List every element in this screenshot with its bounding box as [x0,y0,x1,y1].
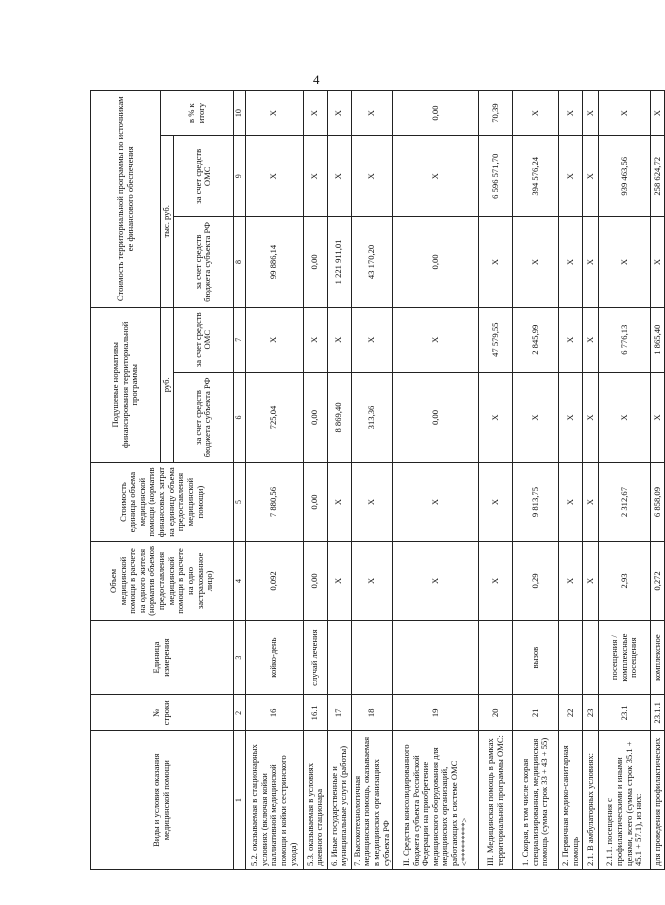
row-unit-cost: 6 858,09 [651,463,665,542]
row-unit: комплексное [651,620,665,694]
row-budget-per-capita: 8 869,40 [327,372,351,462]
row-volume: X [327,541,351,620]
row-number: 18 [351,695,393,731]
row-percent: 70,39 [479,91,513,136]
row-budget-total: X [559,217,583,307]
row-volume: X [351,541,393,620]
header-per-capita: Подушевые нормативы финансирования территориальной программы [91,307,161,463]
header-budget-8: за счет средств бюджета субъекта РФ [173,217,233,307]
row-unit-cost: 7 880,56 [245,463,303,542]
row-budget-total: X [599,217,651,307]
row-budget-per-capita: 725,04 [245,372,303,462]
row-volume: X [559,541,583,620]
table-row [351,91,393,870]
row-budget-per-capita: X [599,372,651,462]
table-row [479,91,513,870]
row-oms-per-capita: 47 579,55 [479,307,513,372]
row-unit [559,620,583,694]
row-number: 23.1.1 [651,695,665,731]
row-budget-total: X [513,217,559,307]
column-number: 5 [233,463,245,542]
row-percent: X [559,91,583,136]
rotated-table-container [90,90,662,870]
row-number: 21 [513,695,559,731]
row-budget-per-capita: X [651,372,665,462]
row-unit-cost: 0,00 [303,463,327,542]
row-unit-cost: X [327,463,351,542]
column-number: 9 [233,136,245,217]
row-oms-total: X [245,136,303,217]
row-unit [393,620,479,694]
column-number: 3 [233,620,245,694]
table-row [559,91,583,870]
row-oms-per-capita: X [327,307,351,372]
row-percent: X [599,91,651,136]
row-budget-total: 0,00 [393,217,479,307]
header-unit: Единица измерения [91,620,234,694]
header-kind: Виды и условия оказания медицинской помощи [91,731,234,870]
header-rub: руб. [161,307,174,463]
table-row [245,91,303,870]
row-number: 16 [245,695,303,731]
row-number: 23.1 [599,695,651,731]
row-oms-total: X [583,136,599,217]
row-volume: X [393,541,479,620]
row-oms-total: X [351,136,393,217]
column-number: 8 [233,217,245,307]
header-oms-9: за счет средств ОМС [173,136,233,217]
row-budget-total: X [651,217,665,307]
row-name: 5.2. оказываемая в стационарных условиях (включая койки паллиативной медицинской помощи и койки сестринского ухода) [245,731,303,870]
header-volume: Объем медицинской помощи в расчете на одного жителя (норматив объемов предоставления медицинской помощи в расчете на одно застрахованное лицо) [91,541,234,620]
row-name: 5.3. оказываемая в условиях дневного стационара [303,731,327,870]
row-percent: 0,00 [393,91,479,136]
row-oms-per-capita: X [245,307,303,372]
table-row [393,91,479,870]
row-percent: X [651,91,665,136]
row-unit [583,620,599,694]
row-oms-per-capita: X [303,307,327,372]
header-percent: в % к итогу [161,91,234,136]
row-number: 17 [327,695,351,731]
row-percent: X [245,91,303,136]
column-number: 10 [233,91,245,136]
row-oms-total: X [393,136,479,217]
row-name: 2.1.1. посещения с профилактическими и иными целями, всего (сумма строк 35.1 + 45.1 + 57.1), из них: [599,731,651,870]
row-name: 2.1. В амбулаторных условиях: [583,731,599,870]
row-percent: X [303,91,327,136]
row-unit: вызов [513,620,559,694]
row-oms-per-capita: 6 776,13 [599,307,651,372]
row-budget-total: X [583,217,599,307]
row-volume: 2,93 [599,541,651,620]
table-body [245,91,665,870]
header-ths-rub: тыс. руб. [161,136,174,307]
row-name: 2. Первичная медико-санитарная помощь [559,731,583,870]
row-unit [327,620,351,694]
row-percent: X [351,91,393,136]
row-oms-total: 6 596 571,70 [479,136,513,217]
row-unit [351,620,393,694]
column-numbers-row [233,91,245,870]
row-unit-cost: X [559,463,583,542]
table-row [599,91,651,870]
row-oms-total: 394 576,24 [513,136,559,217]
row-number: 19 [393,695,479,731]
row-budget-per-capita: X [559,372,583,462]
row-unit-cost: 9 813,75 [513,463,559,542]
column-number: 1 [233,731,245,870]
row-name: II. Средства консолидированного бюджета субъекта Российской Федерации на приобретение медицинского оборудования для медицинских организаций, работающих в системе ОМС <*********> [393,731,479,870]
row-unit: койко-день [245,620,303,694]
row-budget-total: 43 170,20 [351,217,393,307]
row-volume: X [479,541,513,620]
row-name: III. Медицинская помощь в рамках территориальной программы ОМС: [479,731,513,870]
row-oms-per-capita: X [393,307,479,372]
row-oms-per-capita: X [351,307,393,372]
row-oms-total: X [559,136,583,217]
column-number: 6 [233,372,245,462]
row-budget-per-capita: X [479,372,513,462]
column-number: 7 [233,307,245,372]
row-unit-cost: X [351,463,393,542]
row-oms-total: X [303,136,327,217]
row-budget-per-capita: 0,00 [303,372,327,462]
row-unit: случай лечения [303,620,327,694]
row-unit-cost: X [479,463,513,542]
row-volume: 0,29 [513,541,559,620]
row-oms-total: 258 624,72 [651,136,665,217]
column-number: 4 [233,541,245,620]
row-budget-total: 99 886,14 [245,217,303,307]
row-unit-cost: X [393,463,479,542]
row-number: 20 [479,695,513,731]
row-volume: 0,00 [303,541,327,620]
table-row [513,91,559,870]
financing-table [90,90,665,870]
row-budget-per-capita: 0,00 [393,372,479,462]
row-oms-per-capita: X [559,307,583,372]
row-volume: 0,092 [245,541,303,620]
row-oms-total: X [327,136,351,217]
row-percent: X [327,91,351,136]
row-number: 22 [559,695,583,731]
row-percent: X [513,91,559,136]
row-name: 6. Иные государственные и муниципальные услуги (работы) [327,731,351,870]
header-program-cost: Стоимость территориальной программы по источникам ее финансового обеспечения [91,91,161,308]
header-row-number: № строки [91,695,234,731]
row-percent: X [583,91,599,136]
row-budget-per-capita: X [583,372,599,462]
row-name: 7. Высокотехнологичная медицинская помощь, оказываемая в медицинских организациях субъекта РФ [351,731,393,870]
row-budget-per-capita: 313,36 [351,372,393,462]
header-budget-6: за счет средств бюджета субъекта РФ [173,372,233,462]
row-unit-cost: 2 312,67 [599,463,651,542]
row-oms-per-capita: 2 845,99 [513,307,559,372]
row-name: для проведения профилактических [651,731,665,870]
row-number: 23 [583,695,599,731]
page-number: 4 [313,72,320,87]
row-budget-per-capita: X [513,372,559,462]
row-budget-total: 1 221 911,01 [327,217,351,307]
row-oms-per-capita: X [583,307,599,372]
row-oms-total: 939 463,56 [599,136,651,217]
row-number: 16.1 [303,695,327,731]
row-unit-cost: X [583,463,599,542]
header-oms-7: за счет средств ОМС [173,307,233,372]
row-volume: 0,272 [651,541,665,620]
header-unit-cost: Стоимость единицы объема медицинской помощи (норматив финансовых затрат на единицу объема предоставления медицинской помощи) [91,463,234,542]
table-row [327,91,351,870]
table-row [583,91,599,870]
row-unit: посещения / комплексные посещения [599,620,651,694]
row-oms-per-capita: 1 865,40 [651,307,665,372]
row-budget-total: X [479,217,513,307]
table-row [303,91,327,870]
column-number: 2 [233,695,245,731]
row-budget-total: 0,00 [303,217,327,307]
row-volume: X [583,541,599,620]
table-row [651,91,665,870]
row-name: 1. Скорая, в том числе скорая специализированная, медицинская помощь (сумма строк 33 + 43 + 55) [513,731,559,870]
row-unit [479,620,513,694]
